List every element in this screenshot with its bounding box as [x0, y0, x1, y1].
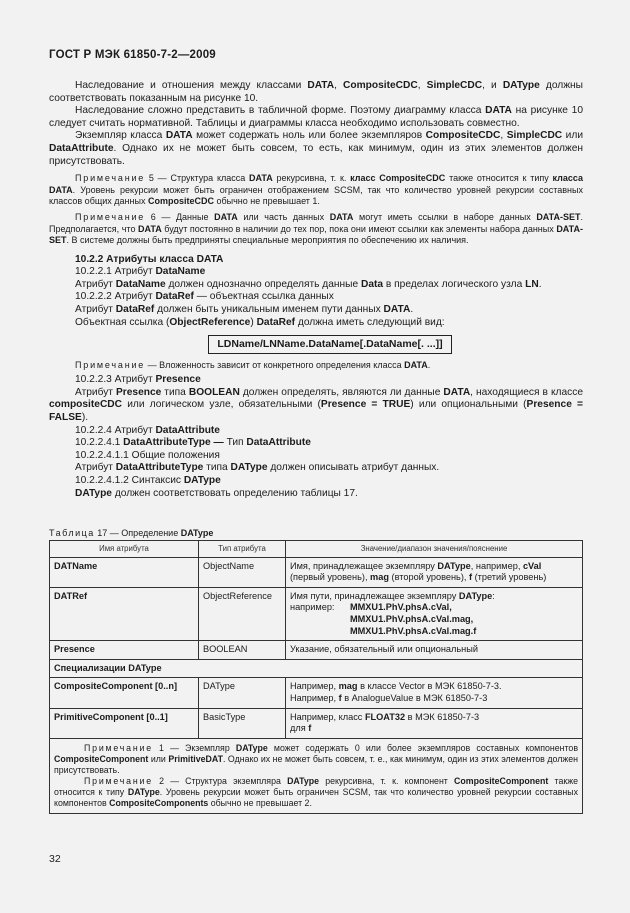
example-path: MMXU1.PhV.phsA.cVal, [350, 602, 452, 613]
note-5 [49, 173, 583, 207]
text-run: Экземпляр класса [75, 130, 166, 142]
bold-text: 10.2.2 Атрибуты класса DATA [75, 253, 224, 265]
text-run: , и [482, 80, 503, 91]
bold-text: DataAttributeType [115, 462, 204, 474]
clause-dataname-text [49, 279, 583, 292]
bold-text: cVal [522, 560, 542, 571]
text-run: : [492, 590, 495, 601]
text-run: в МЭК 61850-7-3 [405, 711, 480, 722]
bold-text: класса DATA [49, 173, 583, 195]
bold-text: класс CompositeCDC [350, 173, 446, 184]
bold-text: DAType [458, 590, 493, 601]
table-note-2 [54, 776, 578, 809]
text-run: на рисунке 10 следует считать нормативной. Таблицы и диаграммы класса необходимо использовать совместно. [49, 105, 583, 129]
bold-text: DATA [485, 105, 512, 117]
table-row [50, 708, 583, 738]
body-text [49, 80, 583, 500]
clause-10-2-2-4-1-2 [49, 475, 583, 488]
attr-desc-cell [286, 557, 583, 587]
text-run: Объектная ссылка ( [75, 316, 170, 328]
text-run: или [562, 130, 584, 142]
text-run: должна иметь следующий вид: [295, 316, 445, 328]
clause-10-2-2-1 [49, 266, 583, 279]
bold-text: SimpleCDC [426, 80, 483, 91]
text-run: будут постоянно в наличии до тех пор, пока они имеют ссылки как элементы набора данных [161, 223, 557, 234]
attr-desc-line [290, 681, 578, 693]
text-run: обычно не превышает 1. [213, 195, 320, 206]
paragraph-data-instance [49, 130, 583, 168]
datype-table [49, 540, 583, 814]
bold-text: Presence [155, 374, 201, 386]
text-run: 10.2.2.4.1.2 Синтаксис [75, 474, 184, 486]
bold-text: CompositeComponents [109, 797, 209, 808]
clause-dat-type-text [49, 462, 583, 475]
clause-10-2-2-4 [49, 425, 583, 438]
bold-text: DAType [502, 80, 540, 91]
bold-text: Data [360, 278, 384, 290]
text-run: ) или опциональными ( [410, 399, 527, 411]
clause-10-2-2-4-1 [49, 437, 583, 450]
text-run: должен описывать атрибут данных. [267, 462, 440, 474]
bold-text: mag [370, 572, 389, 583]
specializations-header: Специализации DAType [50, 659, 583, 678]
attr-desc-line [290, 693, 578, 705]
attr-name-cell: DATRef [50, 587, 199, 640]
bold-text: f [308, 723, 312, 734]
text-run: Например, класс [290, 711, 365, 722]
attr-type-cell: DAType [199, 678, 286, 708]
text-run: 10.2.2.1 Атрибут [75, 266, 156, 278]
text-run: или часть данных [237, 212, 330, 223]
text-run: в пределах логического узла [383, 278, 526, 290]
bold-text: CompositeCDC [343, 80, 418, 91]
text-run: , [500, 130, 507, 142]
table-row [50, 641, 583, 660]
text-run: ) [250, 316, 257, 328]
text-run: . Однако их не может быть совсем, т. е., как минимум, один из этих элементов должен присутствовать. [54, 753, 578, 775]
syntax-box-wrap [77, 335, 583, 354]
attr-type-cell: ObjectName [199, 557, 286, 587]
text-run: Имя пути, принадлежащее экземпляру [290, 590, 459, 601]
syntax-box: LDName/LNName.DataName[.DataName[. ...]] [208, 335, 451, 354]
attr-desc-line [290, 723, 578, 735]
text-run: , [417, 80, 427, 91]
text-run: 1 — Экземпляр [152, 742, 236, 753]
table-row [50, 557, 583, 587]
table-notes-row [50, 738, 583, 813]
text-run: — объектная ссылка данных [193, 291, 334, 303]
note-label: Примечание [84, 775, 153, 786]
bold-text: Presence = TRUE [320, 399, 411, 411]
text-run: также относится к типу [445, 173, 553, 184]
text-run: должен быть уникальным именем пути данных [154, 303, 384, 315]
bold-text: DataRef [115, 303, 155, 315]
text-run: . Уровень рекурсии может быть ограничен отображением SCSM, так что количество уровней рекурсии составных классов общих данных [49, 184, 583, 206]
bold-text: DATA [249, 173, 273, 184]
bold-text: DataAttribute [246, 437, 311, 449]
page-number: 32 [49, 853, 61, 865]
bold-text: DATA-SET [49, 223, 583, 246]
text-run: ). [81, 411, 89, 423]
bold-text: DataName [115, 278, 166, 290]
table-note-1 [54, 743, 578, 776]
bold-text: DATA [404, 359, 428, 370]
bold-text: BOOLEAN [188, 386, 240, 398]
note-label: Примечание [84, 742, 153, 753]
bold-text: f [338, 692, 342, 703]
text-run: рекурсивна, т. к. компонент [319, 775, 455, 786]
text-run: должен определять, являются ли данные [239, 386, 444, 398]
text-run: 10.2.2.4.1.1 Общие положения [75, 449, 220, 461]
text-run: . [410, 303, 414, 315]
attr-type-cell: BOOLEAN [199, 641, 286, 660]
bold-text: DAType [230, 462, 268, 474]
attr-desc-cell [286, 708, 583, 738]
text-run: . Уровень рекурсии может быть ограничен SCSM, так что количество уровней рекурсии составных компонентов [54, 786, 578, 808]
bold-text: ObjectReference [169, 316, 251, 328]
text-run: , например, [470, 560, 523, 571]
text-run: типа [203, 462, 231, 474]
table-row [50, 587, 583, 640]
text-run: или [148, 753, 169, 764]
clause-presence-text [49, 387, 583, 425]
text-run: 2 — Структура экземпляра [152, 775, 288, 786]
attr-desc-line [290, 712, 578, 724]
bold-text: DATA [165, 130, 193, 142]
attr-name-cell: Presence [50, 641, 199, 660]
bold-text: DAType [183, 474, 221, 486]
text-run: обычно не превышает 2. [208, 797, 312, 808]
text-run: для [290, 723, 309, 734]
text-run: Например, [290, 681, 339, 692]
bold-text: LN [525, 278, 539, 290]
note-6 [49, 212, 583, 246]
clause-10-2-2-4-1-1 [49, 450, 583, 463]
text-run: Тип [226, 437, 247, 449]
bold-text: mag [338, 681, 358, 692]
bold-text: compositeCDC [49, 399, 123, 411]
attr-desc-cell [286, 678, 583, 708]
table-header-cell: Тип атрибута [199, 541, 286, 558]
text-run: может содержать 0 или более экземпляров составных компонентов [267, 742, 578, 753]
bold-text: DATA [329, 212, 354, 223]
text-run: . Предполагается, что [49, 212, 583, 234]
text-run: (третий уровень) [472, 572, 547, 583]
note-label: Таблица [49, 528, 95, 538]
bold-text: f [468, 572, 473, 583]
text-run: . [538, 278, 542, 290]
bold-text: DAType [287, 775, 319, 786]
text-run: . В системе должны быть предприняты специальные мероприятия по обеспечению их наличия. [66, 235, 469, 246]
paragraph-inheritance [49, 80, 583, 105]
attr-desc-cell [286, 641, 583, 660]
text-run: — Вложенность зависит от конкретного определения класса [145, 359, 405, 370]
bold-text: DAType [235, 742, 268, 753]
table-header-cell: Значение/диапазон значения/пояснение [286, 541, 583, 558]
text-run: могут иметь ссылки в наборе данных [353, 212, 537, 223]
attr-type-cell: BasicType [199, 708, 286, 738]
example-path: MMXU1.PhV.phsA.cVal.mag.f [350, 625, 477, 636]
bold-text: DATA [307, 80, 335, 91]
clause-dataref-text [49, 304, 583, 317]
text-run: типа [161, 386, 189, 398]
bold-text: DATA [214, 212, 238, 223]
bold-text: Presence = FALSE [49, 399, 583, 423]
text-run: Наследование и отношения между классами [75, 80, 308, 91]
bold-text: DataAttribute [155, 424, 220, 436]
note-nesting [49, 360, 583, 371]
table-header-cell: Имя атрибута [50, 541, 199, 558]
clause-10-2-2-2 [49, 291, 583, 304]
text-run: должен однозначно определять данные [165, 278, 361, 290]
text-run: Указание, обязательный или опциональный [290, 644, 478, 655]
text-run: 10.2.2.4 Атрибут [75, 424, 156, 436]
text-run: (второй уровень), [388, 572, 469, 583]
bold-text: DataName [155, 266, 206, 278]
paragraph-tabular-form [49, 105, 583, 130]
text-run: (первый уровень), [290, 572, 371, 583]
text-run: . Однако их не может быть совсем, то есть, как минимум, один из этих элементов должен присутствовать. [49, 142, 583, 167]
text-run: 10.2.2.3 Атрибут [75, 374, 156, 386]
example-block [290, 602, 578, 637]
bold-text: DataAttribute [49, 142, 114, 154]
bold-text: CompositeCDC [147, 195, 214, 206]
bold-text: DAType [127, 786, 160, 797]
text-run: 6 — Данные [145, 212, 215, 223]
text-run: может содержать ноль или более экземпляров [192, 130, 426, 142]
text-run: или логическом узле, обязательными ( [122, 399, 321, 411]
clause-objref-text [49, 317, 583, 330]
bold-text: PrimitiveDAT [168, 753, 223, 764]
attr-name-cell: PrimitiveComponent [0..1] [50, 708, 199, 738]
bold-text: DataAttributeType — [123, 437, 227, 449]
bold-text: DATA-SET [536, 212, 581, 223]
text-run: Атрибут [75, 386, 116, 398]
text-run: 17 — Определение [94, 528, 181, 538]
text-run: должны соответствовать показанным на рисунке 10. [49, 80, 583, 104]
bold-text: CompositeComponent [454, 775, 549, 786]
text-run: , [334, 80, 344, 91]
text-run: в AnalogueValue в МЭК 61850-7-3 [341, 692, 488, 703]
text-run: Атрибут [75, 278, 116, 290]
note-label: Примечание [75, 173, 146, 184]
text-run: рекурсивна, т. к. [272, 173, 351, 184]
attr-desc-cell [286, 587, 583, 640]
bold-text: DAType [75, 487, 112, 499]
attr-name-cell: CompositeComponent [0..n] [50, 678, 199, 708]
table-caption [49, 528, 213, 538]
attr-type-cell: ObjectReference [199, 587, 286, 640]
clause-datype-table-ref [49, 488, 583, 501]
attr-name-cell: DATName [50, 557, 199, 587]
note-label: Примечание [75, 359, 146, 370]
text-run: Наследование сложно представить в табличной форме. Поэтому диаграмму класса [75, 105, 486, 117]
bold-text: CompositeCDC [425, 130, 501, 142]
text-run: , находящиеся в классе [470, 386, 584, 398]
text-run: также относится к типу [54, 775, 578, 797]
text-run: Атрибут [75, 462, 116, 474]
bold-text: CompositeComponent [54, 753, 149, 764]
clause-10-2-2-3 [49, 374, 583, 387]
section-title [49, 254, 583, 267]
text-run: 5 — Структура класса [145, 173, 250, 184]
bold-text: DATA [443, 386, 471, 398]
table-notes-cell [50, 738, 583, 813]
table-header-row [50, 541, 583, 558]
bold-text: FLOAT32 [364, 711, 406, 722]
bold-text: DATA [383, 303, 411, 315]
example-path: MMXU1.PhV.phsA.cVal.mag, [350, 613, 474, 624]
text-run: Имя, принадлежащее экземпляру [290, 560, 438, 571]
text-run: . [427, 359, 431, 370]
text-run: должен соответствовать определению таблицы 17. [111, 487, 358, 499]
bold-text: DataRef [155, 291, 194, 303]
bold-text: DAType [180, 528, 214, 538]
table-section-row [50, 659, 583, 678]
bold-text: Presence [115, 386, 162, 398]
bold-text: SimpleCDC [506, 130, 563, 142]
bold-text: DATA [138, 223, 162, 234]
text-run: 10.2.2.2 Атрибут [75, 291, 156, 303]
bold-text: DataRef [256, 316, 296, 328]
text-run: Атрибут [75, 303, 116, 315]
text-run: Например, [290, 692, 339, 703]
bold-text: DAType [437, 560, 471, 571]
document-header: ГОСТ Р МЭК 61850-7-2—2009 [49, 49, 216, 61]
example-label: например: [290, 602, 335, 613]
table-row [50, 678, 583, 708]
text-run: 10.2.2.4.1 [75, 437, 124, 449]
attr-desc-text [290, 591, 578, 603]
text-run: в классе Vector в МЭК 61850-7-3. [357, 681, 502, 692]
note-label: Примечание [75, 212, 146, 223]
